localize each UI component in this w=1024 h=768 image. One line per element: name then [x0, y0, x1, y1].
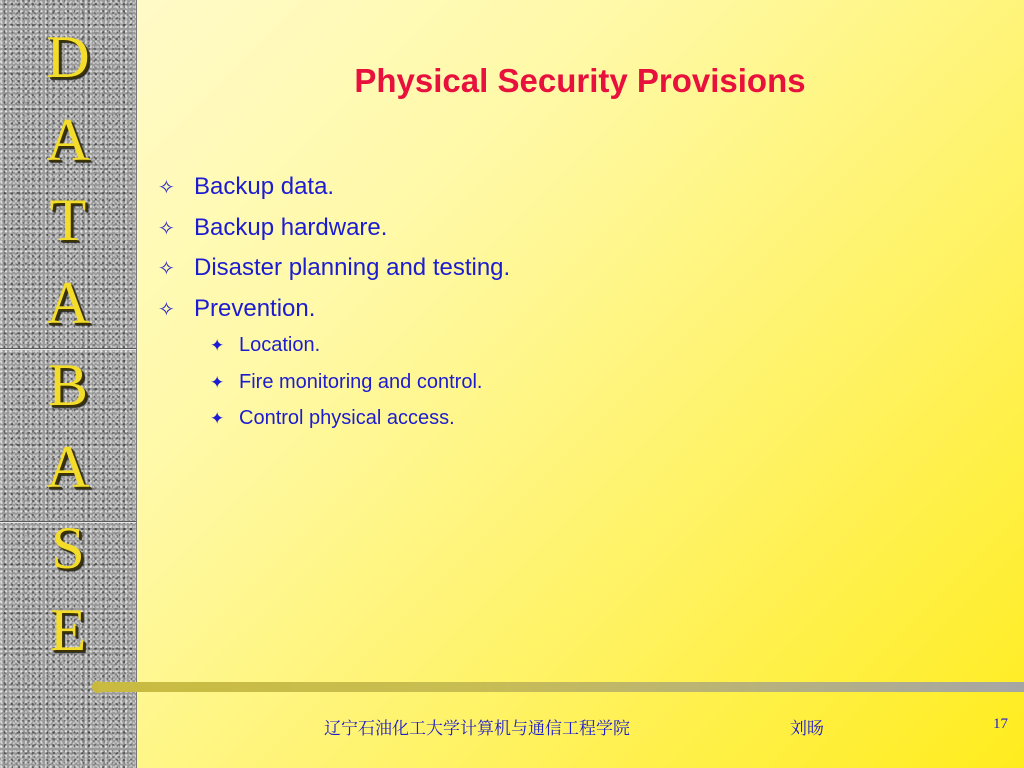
sidebar-divider: [0, 348, 136, 350]
bullet-item: [158, 251, 510, 292]
sub-bullet-group: [158, 330, 510, 440]
bullet-item: [158, 211, 510, 252]
page-number: 17: [993, 716, 1008, 732]
sidebar-letter: T: [49, 187, 87, 253]
accent-bar: [98, 682, 1024, 692]
bullet-item: [158, 170, 510, 211]
bullet-text: Backup hardware.: [194, 213, 388, 241]
sub-bullet-item: [158, 403, 510, 440]
footer-author: 刘旸: [790, 719, 824, 739]
bullet-text: Backup data.: [194, 173, 335, 200]
sidebar-letter: A: [46, 107, 90, 173]
sub-bullet-item: [158, 330, 510, 367]
four-pointed-star-solid-icon: ✦: [210, 372, 225, 392]
slide-title: Physical Security Provisions: [354, 62, 806, 99]
sidebar-letter: S: [51, 515, 85, 581]
sidebar-letter: A: [46, 434, 90, 500]
sub-bullet-text: Fire monitoring and control.: [239, 370, 483, 393]
sidebar-letter: D: [46, 24, 90, 90]
four-pointed-star-outline-icon: ✧: [158, 217, 175, 240]
four-pointed-star-outline-icon: ✧: [158, 258, 175, 280]
sidebar-letter: A: [46, 270, 90, 336]
sub-bullet-text: Control physical access.: [239, 407, 455, 429]
sub-bullet-list: [158, 330, 510, 440]
sub-bullet-text: Location.: [239, 334, 321, 356]
sidebar-granite-panel: [0, 0, 137, 768]
four-pointed-star-outline-icon: ✧: [158, 298, 175, 321]
four-pointed-star-solid-icon: ✦: [210, 336, 225, 355]
footer-school-name: 辽宁石油化工大学计算机与通信工程学院: [324, 719, 630, 739]
bullet-item: [158, 292, 510, 333]
sub-bullet-item: [158, 367, 510, 404]
sidebar-letter: E: [49, 597, 87, 663]
bullet-list: [158, 170, 510, 440]
sidebar-letter: B: [47, 352, 89, 418]
four-pointed-star-outline-icon: ✧: [158, 177, 175, 199]
bullet-text: Disaster planning and testing.: [194, 254, 511, 281]
four-pointed-star-solid-icon: ✦: [210, 409, 225, 428]
bullet-text: Prevention.: [194, 294, 316, 322]
